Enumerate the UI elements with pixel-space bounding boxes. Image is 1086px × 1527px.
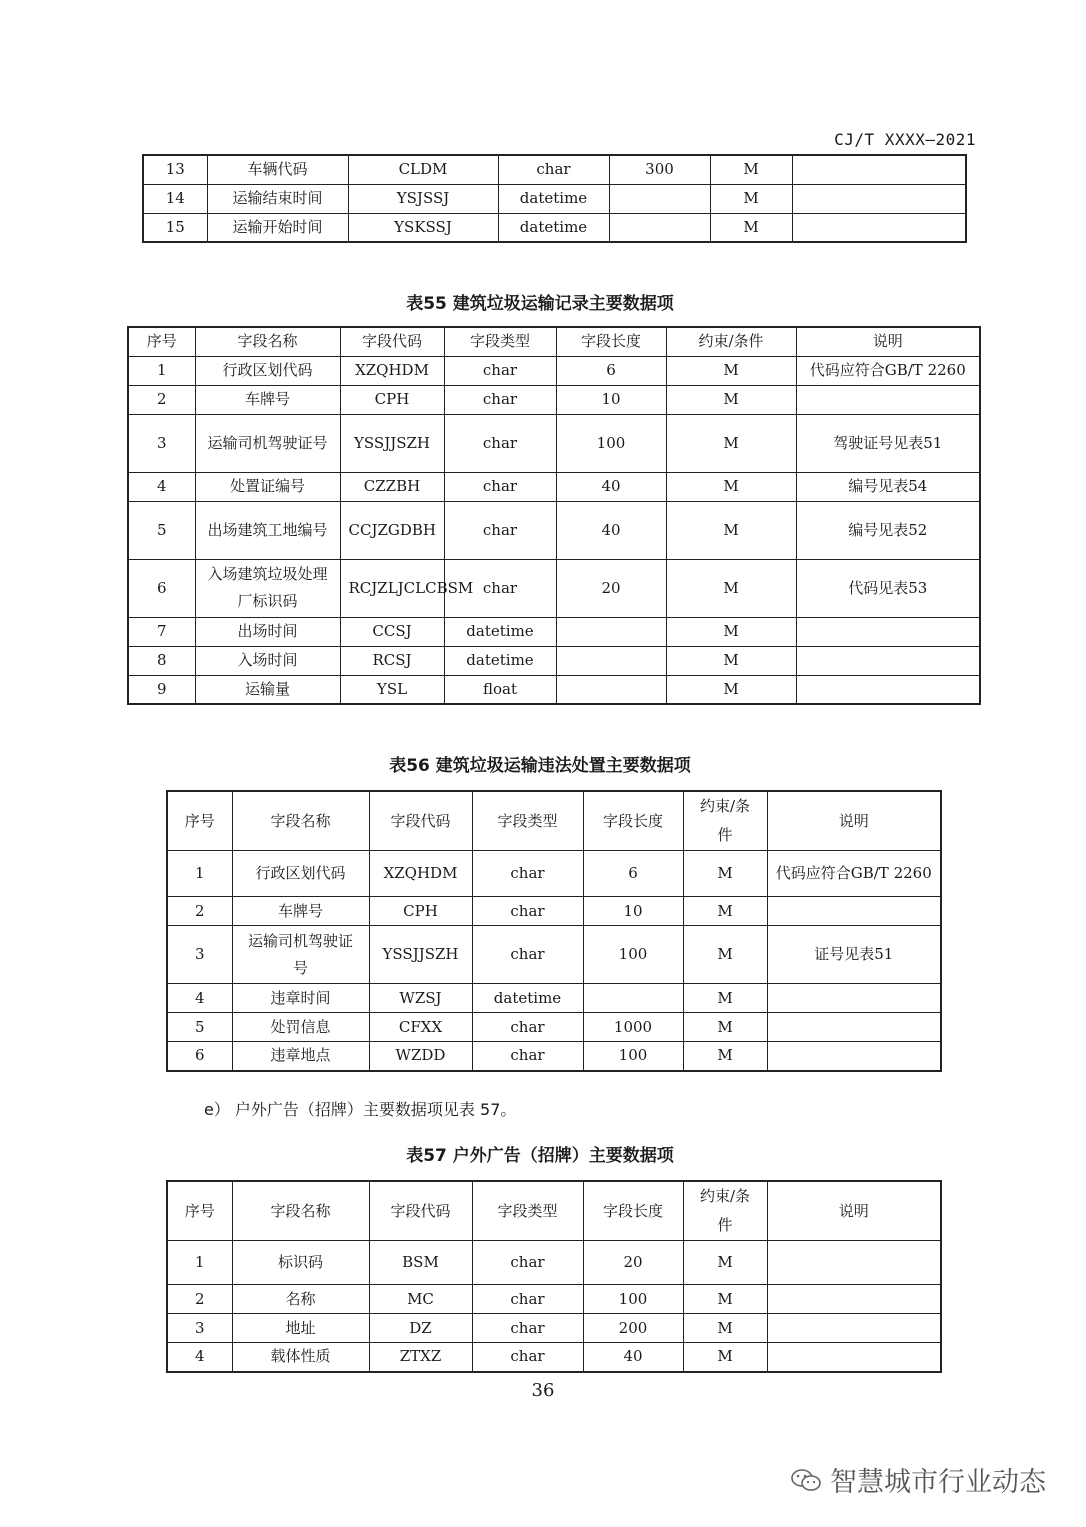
table_top-cell: datetime: [498, 213, 609, 242]
table_top-cell: datetime: [498, 184, 609, 213]
table56-header-cell: 字段类型: [472, 791, 583, 851]
table56-cell: M: [683, 1013, 767, 1042]
table55-cell: CCSJ: [340, 617, 444, 646]
table55: [127, 326, 981, 705]
table56-row: [167, 1042, 941, 1071]
table55-cell: M: [666, 501, 796, 559]
table57-header-cell: 字段类型: [472, 1181, 583, 1241]
table56-cell: char: [472, 926, 583, 984]
table55-cell: [796, 385, 980, 414]
table55-cell: M: [666, 356, 796, 385]
table_top-cell: 车辆代码: [207, 155, 348, 184]
table57-cell: 4: [167, 1343, 232, 1372]
table56-cell: 1: [167, 851, 232, 897]
table56-header-cell: 说明: [767, 791, 941, 851]
table55-header-cell: 约束/条件: [666, 327, 796, 356]
table_top-cell: char: [498, 155, 609, 184]
table55-cell: 运输司机驾驶证号: [195, 414, 340, 472]
table55-cell: char: [444, 501, 556, 559]
table_top-cell: YSKSSJ: [348, 213, 498, 242]
table56-cell: char: [472, 1042, 583, 1071]
table_top-row: [143, 184, 966, 213]
table_top-cell: 300: [609, 155, 710, 184]
table57-cell: 地址: [232, 1314, 369, 1343]
table57-cell: 40: [583, 1343, 683, 1372]
table57-cell: DZ: [369, 1314, 472, 1343]
table56-caption: 表56 建筑垃圾运输违法处置主要数据项: [389, 756, 691, 776]
table56-cell: 4: [167, 984, 232, 1013]
table57-cell: char: [472, 1314, 583, 1343]
table55-cell: 入场时间: [195, 646, 340, 675]
table55-cell: char: [444, 414, 556, 472]
table56-cell: 代码应符合GB/T 2260: [767, 851, 941, 897]
table55-cell: char: [444, 472, 556, 501]
watermark: [790, 1460, 1046, 1499]
table55-cell: 40: [556, 472, 666, 501]
table56-cell: WZSJ: [369, 984, 472, 1013]
table57-cell: MC: [369, 1285, 472, 1314]
table56-cell: 车牌号: [232, 897, 369, 926]
table_top-cell: [792, 155, 966, 184]
table55-cell: 代码应符合GB/T 2260: [796, 356, 980, 385]
table57-cell: 200: [583, 1314, 683, 1343]
table55-cell: CZZBH: [340, 472, 444, 501]
table55-cell: 4: [128, 472, 195, 501]
table55-cell: datetime: [444, 617, 556, 646]
table55-cell: 处置证编号: [195, 472, 340, 501]
table56-cell: M: [683, 851, 767, 897]
table55-cell: RCJZLJCLCBSM: [340, 559, 444, 617]
table57-cell: 载体性质: [232, 1343, 369, 1372]
table56-cell: WZDD: [369, 1042, 472, 1071]
table_top-cell: 运输结束时间: [207, 184, 348, 213]
page-number: 36: [531, 1380, 555, 1401]
table56-cell: 违章时间: [232, 984, 369, 1013]
table55-cell: 驾驶证号见表51: [796, 414, 980, 472]
paragraph-e: e） 户外广告（招牌）主要数据项见表 57。: [204, 1100, 517, 1119]
table56-cell: 证号见表51: [767, 926, 941, 984]
table55-cell: RCSJ: [340, 646, 444, 675]
table57-header-cell: 字段长度: [583, 1181, 683, 1241]
table55-cell: 行政区划代码: [195, 356, 340, 385]
table55-row: [128, 646, 980, 675]
table_top-cell: [792, 213, 966, 242]
table55-cell: M: [666, 559, 796, 617]
table57-cell: char: [472, 1343, 583, 1372]
table55-row: [128, 617, 980, 646]
table56-cell: 运输司机驾驶证号: [232, 926, 369, 984]
table_top-cell: [609, 184, 710, 213]
table55-cell: [796, 646, 980, 675]
table57-header-cell: 字段名称: [232, 1181, 369, 1241]
table57-cell: [767, 1343, 941, 1372]
table56-header-cell: 字段代码: [369, 791, 472, 851]
table55-cell: M: [666, 414, 796, 472]
table55-cell: M: [666, 472, 796, 501]
table56-header-row: [167, 791, 941, 851]
table55-cell: 运输量: [195, 675, 340, 704]
document-code: CJ/T XXXX—2021: [834, 130, 976, 149]
table56-cell: char: [472, 1013, 583, 1042]
table55-cell: M: [666, 646, 796, 675]
table56-cell: 1000: [583, 1013, 683, 1042]
table57-cell: ZTXZ: [369, 1343, 472, 1372]
table56-header-cell: 序号: [167, 791, 232, 851]
table55-header-cell: 字段长度: [556, 327, 666, 356]
table55-cell: CPH: [340, 385, 444, 414]
table57-cell: M: [683, 1314, 767, 1343]
table56-cell: [767, 1013, 941, 1042]
table55-row: [128, 385, 980, 414]
table57-cell: [767, 1241, 941, 1285]
wechat-icon: [790, 1467, 822, 1493]
table57-cell: M: [683, 1241, 767, 1285]
table57-row: [167, 1343, 941, 1372]
table55-header-cell: 说明: [796, 327, 980, 356]
table_top-cell: [609, 213, 710, 242]
table56-cell: CPH: [369, 897, 472, 926]
table_top-cell: 运输开始时间: [207, 213, 348, 242]
table57-cell: char: [472, 1285, 583, 1314]
table55-cell: 3: [128, 414, 195, 472]
table57-header-cell: 序号: [167, 1181, 232, 1241]
table55-cell: 6: [556, 356, 666, 385]
table_top-cell: CLDM: [348, 155, 498, 184]
table56: [166, 790, 942, 1072]
table55-cell: 40: [556, 501, 666, 559]
table55-cell: YSL: [340, 675, 444, 704]
table56-cell: 3: [167, 926, 232, 984]
table57-cell: 100: [583, 1285, 683, 1314]
watermark-text: 智慧城市行业动态: [830, 1467, 1046, 1498]
table55-header-row: [128, 327, 980, 356]
table56-cell: 10: [583, 897, 683, 926]
table57-cell: BSM: [369, 1241, 472, 1285]
table_top-cell: M: [710, 155, 792, 184]
table55-cell: XZQHDM: [340, 356, 444, 385]
table56-header-cell: 约束/条件: [683, 791, 767, 851]
table57-cell: char: [472, 1241, 583, 1285]
table56-cell: 行政区划代码: [232, 851, 369, 897]
table56-cell: M: [683, 1042, 767, 1071]
table55-row: [128, 501, 980, 559]
table56-cell: M: [683, 926, 767, 984]
table55-cell: [556, 675, 666, 704]
table56-cell: [767, 897, 941, 926]
table55-cell: M: [666, 617, 796, 646]
table56-cell: 违章地点: [232, 1042, 369, 1071]
table55-cell: 8: [128, 646, 195, 675]
table_top-cell: M: [710, 213, 792, 242]
table57-cell: [767, 1285, 941, 1314]
table56-row: [167, 926, 941, 984]
table55-cell: [796, 617, 980, 646]
table57-cell: M: [683, 1343, 767, 1372]
table_top-cell: [792, 184, 966, 213]
table55-header-cell: 字段类型: [444, 327, 556, 356]
table_top-row: [143, 155, 966, 184]
table55-cell: char: [444, 385, 556, 414]
table56-row: [167, 851, 941, 897]
table55-cell: datetime: [444, 646, 556, 675]
table55-cell: float: [444, 675, 556, 704]
table57: [166, 1180, 942, 1373]
table56-cell: 6: [167, 1042, 232, 1071]
table55-cell: 5: [128, 501, 195, 559]
table56-cell: 6: [583, 851, 683, 897]
table-top-continuation: [142, 154, 967, 243]
table56-cell: 2: [167, 897, 232, 926]
table56-cell: 100: [583, 926, 683, 984]
table55-cell: char: [444, 559, 556, 617]
table56-cell: datetime: [472, 984, 583, 1013]
table57-cell: [767, 1314, 941, 1343]
table55-cell: 6: [128, 559, 195, 617]
table55-caption: 表55 建筑垃圾运输记录主要数据项: [406, 294, 674, 314]
table56-row: [167, 897, 941, 926]
table55-cell: [556, 617, 666, 646]
table55-cell: 编号见表54: [796, 472, 980, 501]
table56-cell: CFXX: [369, 1013, 472, 1042]
table56-cell: 5: [167, 1013, 232, 1042]
table56-cell: char: [472, 851, 583, 897]
table55-header-cell: 序号: [128, 327, 195, 356]
table57-cell: M: [683, 1285, 767, 1314]
table57-row: [167, 1285, 941, 1314]
table55-row: [128, 356, 980, 385]
table55-cell: 车牌号: [195, 385, 340, 414]
table55-cell: 20: [556, 559, 666, 617]
table57-cell: 3: [167, 1314, 232, 1343]
table55-row: [128, 559, 980, 617]
table56-row: [167, 984, 941, 1013]
table55-cell: 10: [556, 385, 666, 414]
table55-cell: CCJZGDBH: [340, 501, 444, 559]
table56-row: [167, 1013, 941, 1042]
table56-cell: [767, 984, 941, 1013]
table55-cell: [796, 675, 980, 704]
table_top-cell: 13: [143, 155, 207, 184]
table55-cell: 9: [128, 675, 195, 704]
table55-cell: char: [444, 356, 556, 385]
table55-cell: M: [666, 675, 796, 704]
table57-header-cell: 约束/条件: [683, 1181, 767, 1241]
table55-row: [128, 414, 980, 472]
table57-caption: 表57 户外广告（招牌）主要数据项: [406, 1146, 674, 1166]
table57-header-row: [167, 1181, 941, 1241]
table55-cell: YSSJJSZH: [340, 414, 444, 472]
table_top-row: [143, 213, 966, 242]
table_top-cell: 14: [143, 184, 207, 213]
table55-cell: 100: [556, 414, 666, 472]
table56-cell: M: [683, 984, 767, 1013]
table56-cell: YSSJJSZH: [369, 926, 472, 984]
table55-row: [128, 675, 980, 704]
table55-header-cell: 字段名称: [195, 327, 340, 356]
table55-cell: M: [666, 385, 796, 414]
table56-cell: [583, 984, 683, 1013]
table55-cell: 出场时间: [195, 617, 340, 646]
table55-cell: 代码见表53: [796, 559, 980, 617]
table57-cell: 2: [167, 1285, 232, 1314]
table_top-cell: M: [710, 184, 792, 213]
table57-row: [167, 1241, 941, 1285]
table55-row: [128, 472, 980, 501]
table55-cell: 7: [128, 617, 195, 646]
table57-header-cell: 字段代码: [369, 1181, 472, 1241]
table56-cell: M: [683, 897, 767, 926]
table57-header-cell: 说明: [767, 1181, 941, 1241]
table57-row: [167, 1314, 941, 1343]
table57-cell: 1: [167, 1241, 232, 1285]
table57-cell: 名称: [232, 1285, 369, 1314]
table_top-cell: YSJSSJ: [348, 184, 498, 213]
table56-cell: 处罚信息: [232, 1013, 369, 1042]
table56-cell: char: [472, 897, 583, 926]
table56-cell: [767, 1042, 941, 1071]
table_top-cell: 15: [143, 213, 207, 242]
table55-cell: 编号见表52: [796, 501, 980, 559]
table57-cell: 20: [583, 1241, 683, 1285]
table55-cell: 出场建筑工地编号: [195, 501, 340, 559]
table56-cell: 100: [583, 1042, 683, 1071]
table55-cell: [556, 646, 666, 675]
table55-cell: 2: [128, 385, 195, 414]
table57-cell: 标识码: [232, 1241, 369, 1285]
table56-header-cell: 字段长度: [583, 791, 683, 851]
table55-cell: 入场建筑垃圾处理厂标识码: [195, 559, 340, 617]
table55-cell: 1: [128, 356, 195, 385]
table56-cell: XZQHDM: [369, 851, 472, 897]
table56-header-cell: 字段名称: [232, 791, 369, 851]
table55-header-cell: 字段代码: [340, 327, 444, 356]
